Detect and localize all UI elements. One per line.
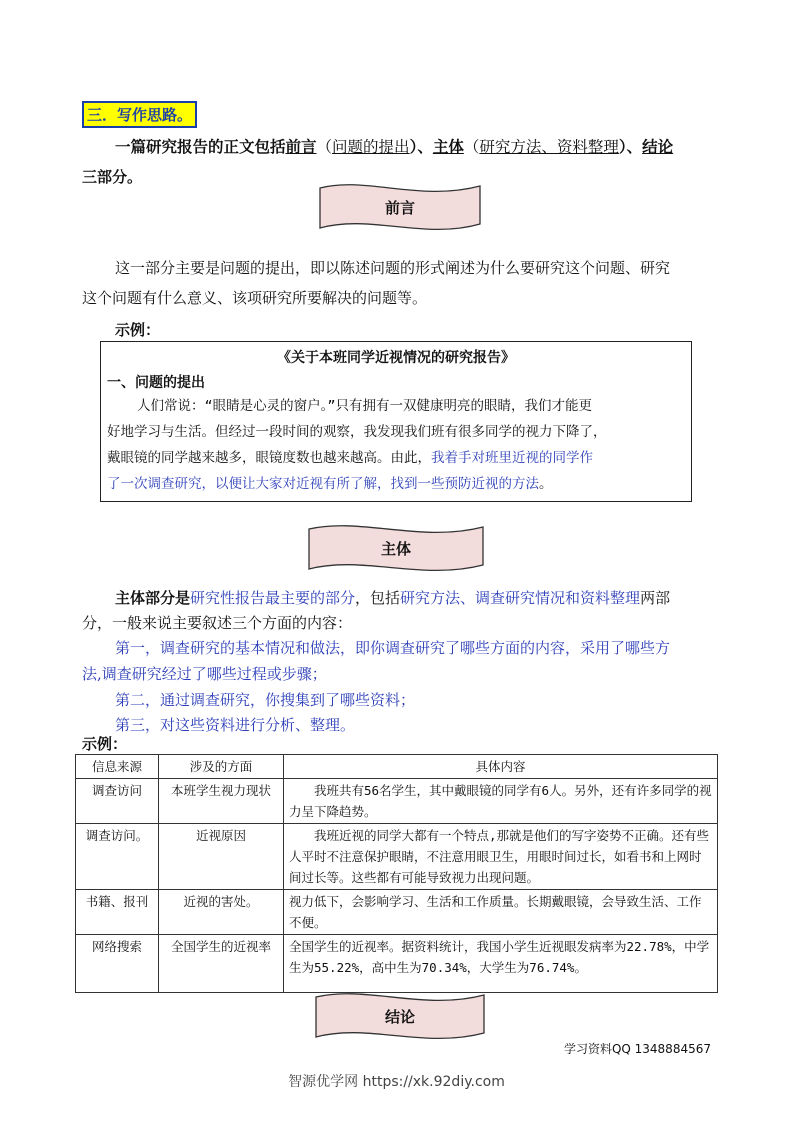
table-header-row	[76, 755, 718, 779]
table-cell-aspect: 本班学生视力现状	[159, 779, 284, 824]
intro-question: 问题的提出	[332, 138, 410, 156]
example-box-line-4	[107, 471, 691, 497]
intro-methods: 研究方法、资料整理	[479, 138, 619, 156]
table-row	[76, 779, 718, 824]
intro-paren-1: （	[316, 138, 333, 156]
table-header-content: 具体内容	[284, 755, 718, 779]
table-header-aspect: 涉及的方面	[159, 755, 284, 779]
intro-line-2: 三部分。	[82, 168, 143, 186]
body-text-e: 两部	[640, 589, 671, 607]
example-box-line-2: 好地学习与生活。但经过一段时间的观察，我发现我们班有很多同学的视力下降了，	[107, 424, 607, 440]
preface-line-1: 这一部分主要是问题的提出，即以陈述问题的形式阐述为什么要研究这个问题、研究	[115, 259, 671, 277]
banner-body	[301, 521, 491, 575]
body-point-2: 第二，通过调查研究，你搜集到了哪些资料；	[115, 691, 416, 709]
body-point-1b: 法,调查研究经过了哪些过程或步骤；	[82, 665, 327, 683]
example-box-line-1: 人们常说：“眼睛是心灵的窗户。”只有拥有一双健康明亮的眼睛，我们才能更	[137, 398, 593, 414]
banner-preface-label: 前言	[384, 198, 415, 217]
intro-text-a: 一篇研究报告的正文包括	[115, 138, 286, 156]
body-point-3: 第三，对这些资料进行分析、整理。	[115, 716, 356, 734]
table-cell-content: 全国学生的近视率。据资料统计，我国小学生近视眼发病率为22.78%，中学生为55.22%，高中生为70.34%，大学生为76.74%。	[284, 935, 718, 993]
table-cell-source: 书籍、报刊	[76, 890, 159, 935]
banner-preface	[310, 180, 490, 234]
body-text-d: 研究方法、调查研究情况和资料整理	[400, 589, 641, 607]
body-point-1a: 第一，调查研究的基本情况和做法，即你调查研究了哪些方面的内容，采用了哪些方	[115, 639, 671, 657]
table-cell-source: 网络搜索	[76, 935, 159, 993]
example-label-2: 示例：	[82, 735, 128, 753]
table-cell-aspect: 全国学生的近视率	[159, 935, 284, 993]
intro-conclusion: 结论	[642, 138, 674, 156]
body-text-c: ，包括	[355, 589, 401, 607]
example-box-line-4b: 。	[539, 476, 553, 492]
table-cell-content: 我班近视的同学大都有一个特点,那就是他们的写字姿势不正确。还有些人平时不注意保护眼睛，不注意用眼卫生，用眼时间过长，如看书和上网时间过长等。这些都有可能导致视力出现问题。	[284, 824, 718, 890]
intro-preface: 前言	[285, 138, 317, 156]
table-row	[76, 935, 718, 993]
example-box-line-3a: 戴眼镜的同学越来越多，眼镜度数也越来越高。由此，	[107, 450, 431, 466]
intro-paren-2: ）、	[409, 138, 433, 156]
footer-qq: 学习资料QQ 1348884567	[563, 1042, 711, 1056]
example-box	[100, 341, 692, 502]
body-text-a: 主体部分是	[115, 589, 191, 607]
intro-body: 主体	[432, 138, 464, 156]
example-label-1: 示例：	[115, 321, 161, 339]
table-cell-aspect: 近视的害处。	[159, 890, 284, 935]
example-box-line-3	[107, 445, 691, 471]
body-text-b: 研究性报告最主要的部分	[190, 589, 356, 607]
info-table	[75, 754, 718, 993]
banner-body-label: 主体	[380, 539, 411, 558]
table-cell-source: 调查访问	[76, 779, 159, 824]
preface-line-2: 这个问题有什么意义、该项研究所要解决的问题等。	[82, 289, 428, 307]
intro-line-1	[115, 133, 715, 162]
banner-conclusion	[308, 989, 492, 1043]
section-heading: 三．写作思路。	[82, 101, 197, 128]
body-line-2: 分，一般来说主要叙述三个方面的内容：	[82, 614, 353, 632]
table-cell-source: 调查访问。	[76, 824, 159, 890]
example-box-line-3b: 我着手对班里近视的同学作	[431, 450, 593, 466]
intro-paren-3: （	[463, 138, 480, 156]
example-box-title: 《关于本班同学近视情况的研究报告》	[277, 350, 515, 366]
table-cell-aspect: 近视原因	[159, 824, 284, 890]
table-cell-content: 我班共有56名学生，其中戴眼镜的同学有6人。另外，还有许多同学的视力呈下降趋势。	[284, 779, 718, 824]
footer-site: 智源优学网 https://xk.92diy.com	[288, 1074, 505, 1090]
table-row	[76, 824, 718, 890]
banner-conclusion-label: 结论	[384, 1007, 415, 1026]
table-row	[76, 890, 718, 935]
example-box-subtitle: 一、问题的提出	[107, 375, 205, 391]
table-header-source: 信息来源	[76, 755, 159, 779]
example-box-line-4a: 了一次调查研究，以便让大家对近视有所了解，找到一些预防近视的方法	[107, 476, 539, 492]
table-cell-content: 视力低下，会影响学习、生活和工作质量。长期戴眼镜，会导致生活、工作不便。	[284, 890, 718, 935]
intro-paren-4: ）、	[618, 138, 643, 156]
